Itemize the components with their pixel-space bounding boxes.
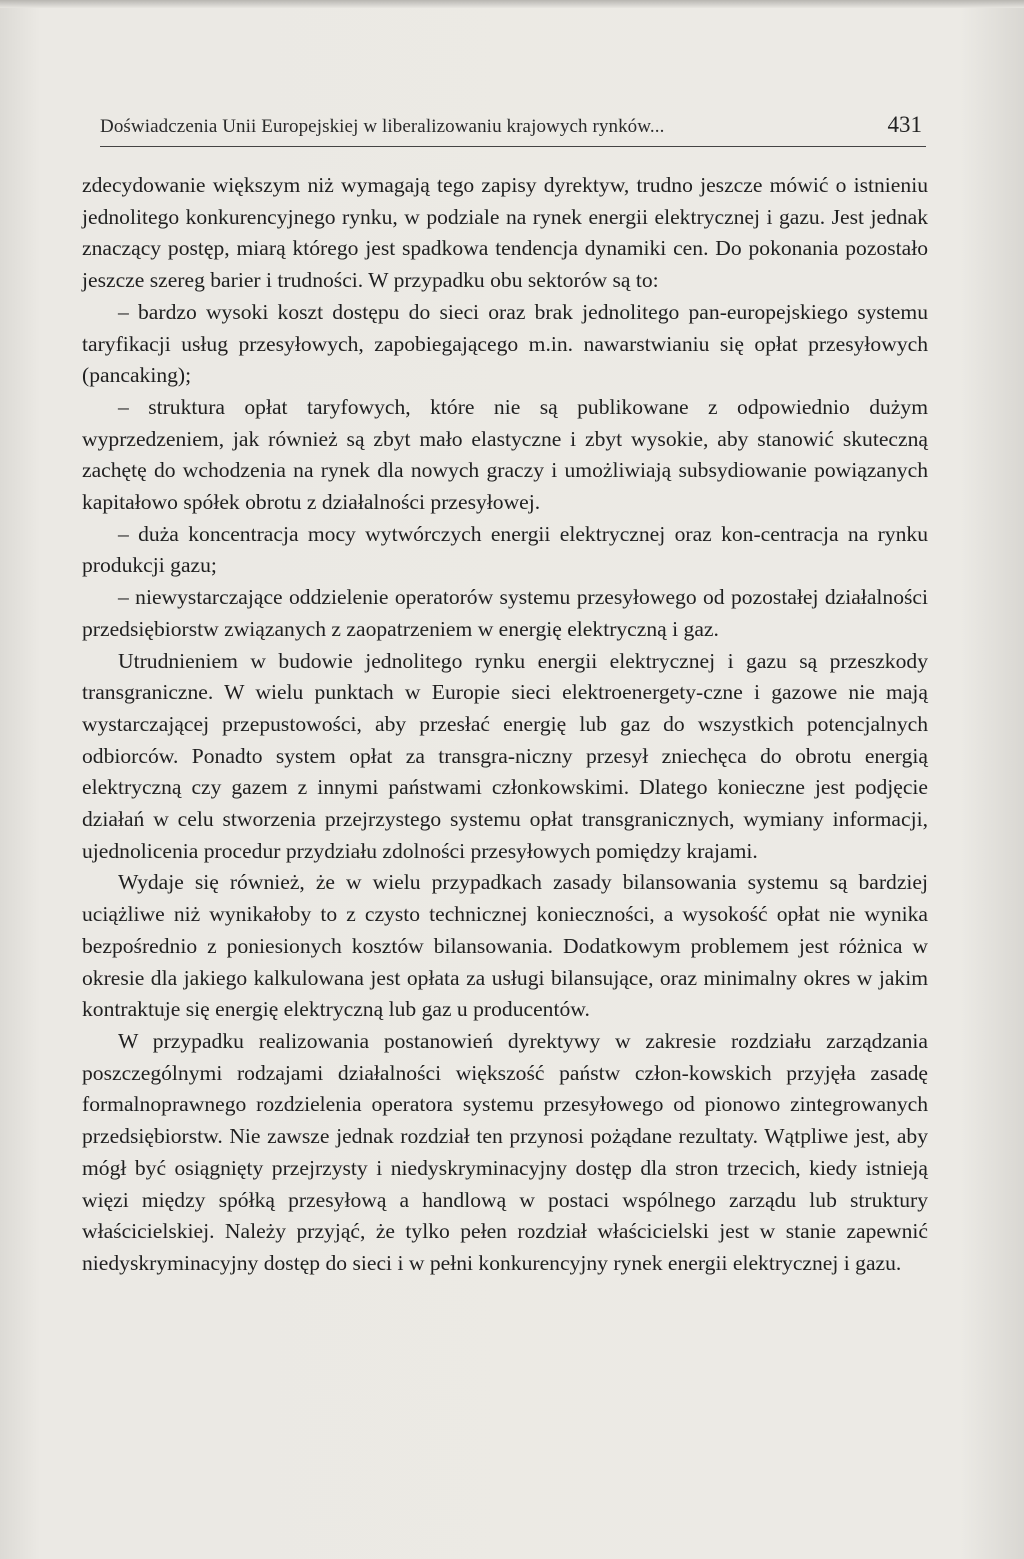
paragraph-cross-border: Utrudnieniem w budowie jednolitego rynku energii elektrycznej i gazu są przeszkody transgraniczne. W wielu punktach w Europie sieci elektroenergety-czne i gazowe nie mają wystarczającej przepustowości, aby przesłać energię lub gaz do wszystkich potencjalnych odbiorców. Ponadto system opłat za transgra-niczny przesył zniechęca do obrotu energią elektryczną czy gazem z innymi państwami członkowskimi. Dlatego konieczne jest podjęcie działań w celu stworzenia przejrzystego systemu opłat transgranicznych, wymiany informacji, ujednolicenia procedur przydziału zdolności przesyłowych pomiędzy krajami. — [82, 648, 928, 863]
paragraph-balancing: Wydaje się również, że w wielu przypadkach zasady bilansowania systemu są bardziej uciążliwe niż wynikałoby to z czysto technicznej konieczności, a wysokość opłat nie wynika bezpośrednio z poniesionych kosztów bilansowania. Dodatkowym problemem jest różnica w okresie dla jakiego kalkulowana jest opłata za usługi bilansujące, oraz minimalny okres w jakim kontraktuje się energię elektryczną lub gaz u producentów. — [82, 870, 928, 1022]
paragraph-continuation: zdecydowanie większym niż wymagają tego zapisy dyrektyw, trudno jeszcze mówić o istnieniu jednolitego konkurencyjnego rynku, w podziale na rynek energii elektrycznej i gazu. Jest jednak znaczący postęp, miarą którego jest spadkowa tendencja dynamiki cen. Do pokonania pozostało jeszcze szereg barier i trudności. W przypadku obu sektorów są to: — [82, 173, 928, 293]
paragraph-unbundling-directive: W przypadku realizowania postanowień dyrektywy w zakresie rozdziału zarządzania poszczególnymi rodzajami działalności większość państw człon-kowskich przyjęła zasadę formalnoprawnego rozdzielenia operatora systemu przesyłowego od pionowo zintegrowanych przedsiębiorstw. Nie zawsze jednak rozdział ten przynosi pożądane rezultaty. Wątpliwe jest, aby mógł być osiągnięty przejrzysty i niedyskryminacyjny dostęp dla stron trzecich, kiedy istnieją więzi między spółką przesyłową a handlową w postaci wspólnego zarządu lub struktury właścicielskiej. Należy przyjąć, że tylko pełen rozdział właścicielski jest w stanie zapewnić niedyskryminacyjny dostęp do sieci i w pełni konkurencyjny rynek energii elektrycznej i gazu. — [82, 1028, 928, 1275]
page-top-edge — [0, 0, 1024, 8]
list-item-unbundling: – niewystarczające oddzielenie operatorów systemu przesyłowego od pozostałej działalności przedsiębiorstw związanych z zaopatrzeniem w energię elektryczną i gaz. — [82, 585, 928, 641]
running-title: Doświadczenia Unii Europejskiej w liberalizowaniu krajowych rynków... — [100, 116, 665, 137]
list-item-network-costs: – bardzo wysoki koszt dostępu do sieci oraz brak jednolitego pan-europejskiego systemu taryfikacji usług przesyłowych, zapobiegającego m.in. nawarstwianiu się opłat przesyłowych (pancaking); — [82, 299, 928, 388]
list-item-tariff-structure: – struktura opłat taryfowych, które nie są publikowane z odpowiednio dużym wyprzedzeniem, jak również są zbyt mało elastyczne i zbyt wysokie, aby stanowić skuteczną zachętę do wchodzenia na rynek dla nowych graczy i umożliwiają subsydiowanie powiązanych kapitałowo spółek obrotu z działalności przesyłowej. — [82, 394, 928, 515]
body-text — [82, 170, 928, 1280]
page-header — [100, 112, 926, 147]
list-item-concentration: – duża koncentracja mocy wytwórczych energii elektrycznej oraz kon-centracja na rynku produkcji gazu; — [82, 521, 928, 578]
page-number: 431 — [887, 112, 922, 137]
